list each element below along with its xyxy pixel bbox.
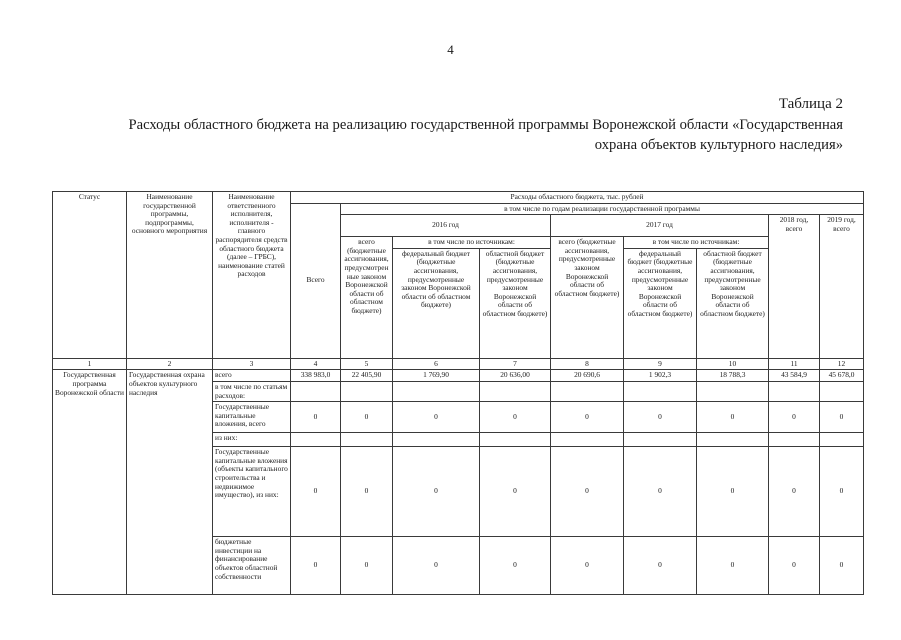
cell-value: 338 983,0 [291, 370, 341, 382]
cell-value: 0 [551, 537, 624, 595]
header-2016-sources: в том числе по источникам: [393, 237, 551, 249]
cell-value: 0 [820, 447, 864, 537]
program-name: Государственная охрана объектов культурного наследия [127, 370, 213, 595]
row-label: в том числе по статьям расходов: [213, 381, 291, 401]
cell-value [624, 433, 697, 447]
title-line-1: Расходы областного бюджета на реализацию государственной программы Воронежской области «Государственная [128, 117, 843, 133]
cell-value: 1 902,3 [624, 370, 697, 382]
cell-value: 0 [341, 447, 393, 537]
row-label: Государственные капитальные вложения, всего [213, 402, 291, 433]
header-total: Всего [291, 203, 341, 358]
row-label: всего [213, 370, 291, 382]
cell-value [697, 433, 769, 447]
cell-value: 0 [624, 537, 697, 595]
header-2016-regional: областной бюджет (бюджетные ассигнования, предусмотренные законом Воронежской области об областном бюджете) [480, 248, 551, 358]
header-year-2016: 2016 год [341, 215, 551, 237]
cell-value [341, 381, 393, 401]
header-name: Наименование государственной программы, подпрограммы, основного мероприятия [127, 192, 213, 359]
program-status: Государственная программа Воронежской области [53, 370, 127, 595]
cell-value: 0 [697, 537, 769, 595]
cell-value: 20 636,00 [480, 370, 551, 382]
cell-value: 0 [551, 447, 624, 537]
cell-value [393, 433, 480, 447]
header-expenses: Расходы областного бюджета, тыс. рублей [291, 192, 864, 204]
cell-value [820, 381, 864, 401]
cell-value [697, 381, 769, 401]
column-number: 1 [53, 358, 127, 370]
cell-value: 20 690,6 [551, 370, 624, 382]
row-label: бюджетные инвестиции на финансирование объектов областной собственности [213, 537, 291, 595]
header-year-2018: 2018 год, всего [769, 215, 820, 359]
cell-value [393, 381, 480, 401]
cell-value [624, 381, 697, 401]
cell-value [341, 433, 393, 447]
cell-value: 0 [393, 447, 480, 537]
header-2017-federal: федеральный бюджет (бюджетные ассигнования, предусмотренные законом Воронежской области об областном бюджете) [624, 248, 697, 358]
cell-value [769, 381, 820, 401]
header-year-2017: 2017 год [551, 215, 769, 237]
cell-value [291, 433, 341, 447]
cell-value [769, 433, 820, 447]
cell-value: 0 [697, 402, 769, 433]
cell-value [480, 381, 551, 401]
column-number: 12 [820, 358, 864, 370]
cell-value: 0 [393, 537, 480, 595]
cell-value: 0 [624, 402, 697, 433]
column-number: 6 [393, 358, 480, 370]
title-line-2: охрана объектов культурного наследия» [594, 137, 843, 153]
header-year-2019: 2019 год, всего [820, 215, 864, 359]
cell-value: 0 [291, 537, 341, 595]
header-status: Статус [53, 192, 127, 359]
header-by-years: в том числе по годам реализации государственной программы [341, 203, 864, 215]
row-label: Государственные капитальные вложения (объекты капитального строительства и недвижимое имущество), из них: [213, 447, 291, 537]
cell-value: 0 [291, 447, 341, 537]
cell-value: 0 [291, 402, 341, 433]
row-label: из них: [213, 433, 291, 447]
cell-value: 0 [341, 402, 393, 433]
cell-value: 0 [820, 537, 864, 595]
cell-value: 0 [341, 537, 393, 595]
cell-value [480, 433, 551, 447]
header-2017-regional: областной бюджет (бюджетные ассигнования, предусмотренные законом Воронежской области об областном бюджете) [697, 248, 769, 358]
cell-value: 0 [769, 537, 820, 595]
cell-value: 0 [624, 447, 697, 537]
cell-value: 0 [769, 447, 820, 537]
column-number: 10 [697, 358, 769, 370]
page-number: 4 [447, 42, 454, 57]
cell-value [551, 381, 624, 401]
column-number: 8 [551, 358, 624, 370]
cell-value [291, 381, 341, 401]
header-executor: Наименование ответственного исполнителя, исполнителя - главного распорядителя средств областного бюджета (далее – ГРБС), наименование статей расходов [213, 192, 291, 359]
cell-value: 18 788,3 [697, 370, 769, 382]
table-row [53, 370, 864, 382]
cell-value: 0 [480, 402, 551, 433]
cell-value: 0 [769, 402, 820, 433]
cell-value: 43 584,9 [769, 370, 820, 382]
header-2017-all: всего (бюджетные ассигнования, предусмотренные законом Воронежской области об областном бюджете) [551, 237, 624, 359]
cell-value: 0 [697, 447, 769, 537]
column-number: 2 [127, 358, 213, 370]
cell-value: 0 [480, 447, 551, 537]
cell-value: 0 [480, 537, 551, 595]
document-title [80, 115, 843, 155]
column-number: 9 [624, 358, 697, 370]
cell-value: 0 [393, 402, 480, 433]
cell-value: 0 [551, 402, 624, 433]
header-2016-federal: федеральный бюджет (бюджетные ассигнования, предусмотренные законом Воронежской области об областном бюджете) [393, 248, 480, 358]
cell-value: 45 678,0 [820, 370, 864, 382]
cell-value: 0 [820, 402, 864, 433]
column-number: 7 [480, 358, 551, 370]
column-number: 4 [291, 358, 341, 370]
cell-value [820, 433, 864, 447]
table-label: Таблица 2 [778, 96, 843, 112]
cell-value [551, 433, 624, 447]
cell-value: 22 405,90 [341, 370, 393, 382]
column-number: 3 [213, 358, 291, 370]
column-number: 5 [341, 358, 393, 370]
header-2016-all: всего (бюджетные ассигнования, предусмотренные законом Воронежской области об областном бюджете) [341, 237, 393, 359]
budget-table [52, 191, 864, 595]
cell-value: 1 769,90 [393, 370, 480, 382]
header-2017-sources: в том числе по источникам: [624, 237, 769, 249]
column-number: 11 [769, 358, 820, 370]
